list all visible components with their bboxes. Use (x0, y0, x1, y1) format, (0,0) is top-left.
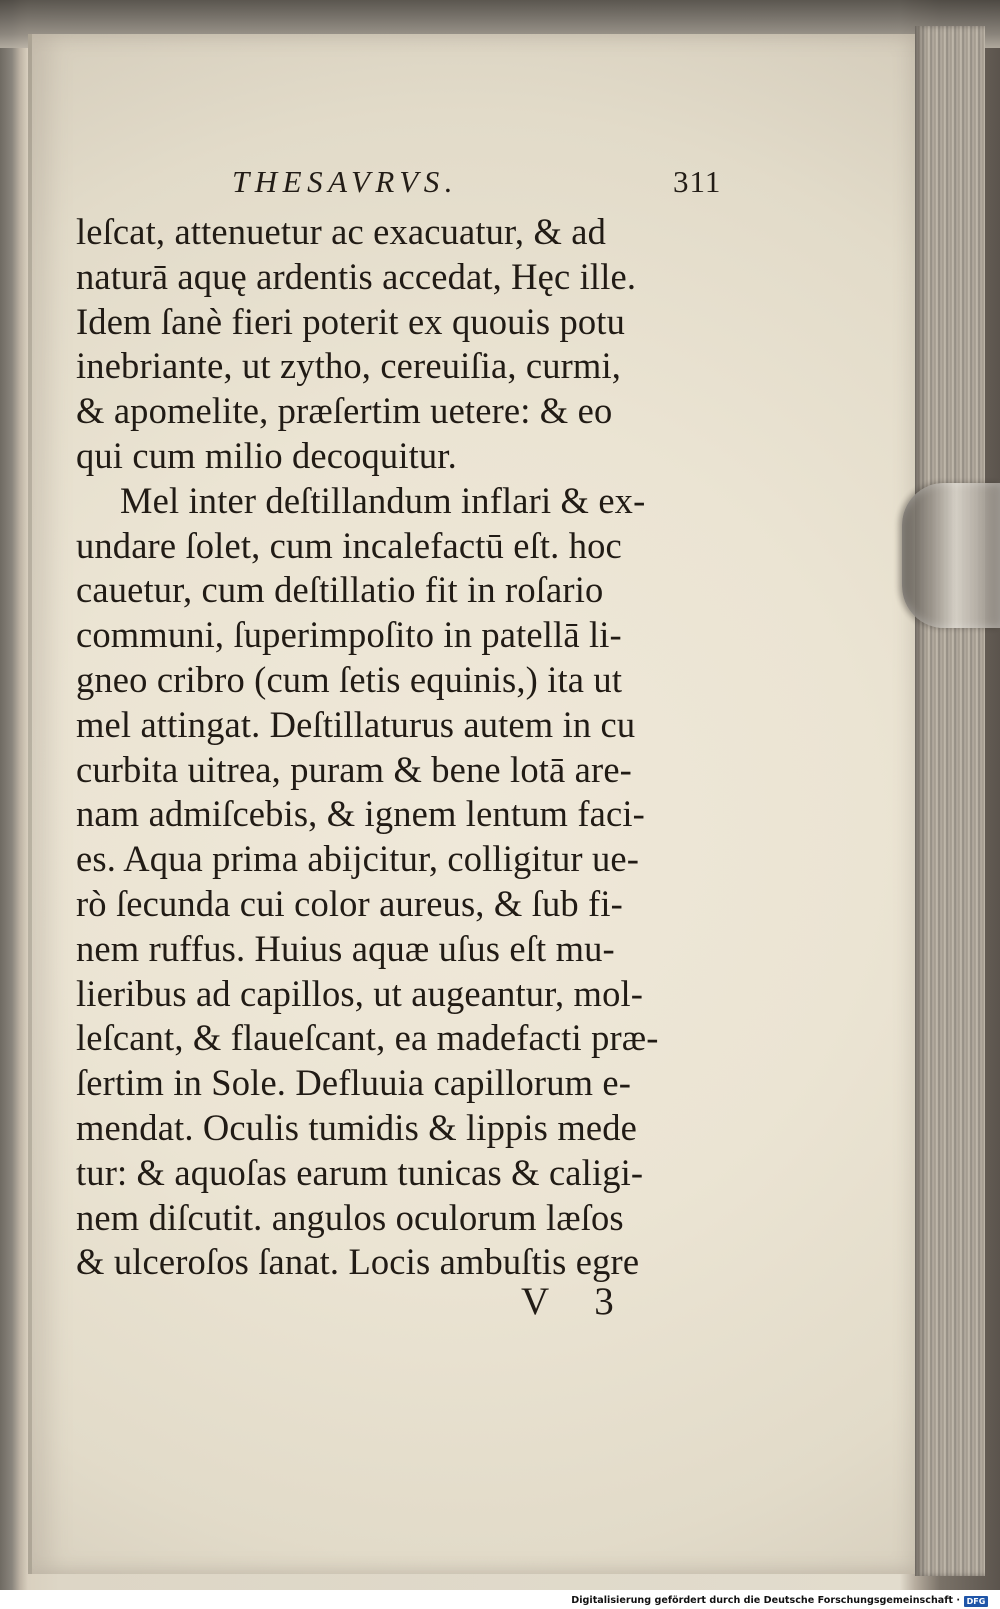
text-line-16: rò ſecunda cui color aureus, & ſub fi- (76, 882, 623, 924)
text-line-17: nem ruffus. Huius aquæ uſus eſt mu- (76, 927, 615, 969)
bookmark-tab (902, 483, 1000, 628)
text-line-18: lieribus ad capillos, ut augeantur, mol- (76, 972, 644, 1014)
text-line-13: curbita uitrea, puram & bene lotā are- (76, 748, 632, 790)
text-line-24: & ulceroſos ſanat. Locis ambuſtis egre (76, 1241, 640, 1283)
text-line-1: leſcat, attenuetur ac exacuatur, & ad (76, 211, 607, 252)
text-line-11: gneo cribro (cum ſetis equinis,) ita ut (76, 658, 623, 700)
main-text (76, 210, 721, 1285)
text-line-10: communi, ſuperimpoſito in patellā li- (76, 614, 622, 656)
text-line-3: Idem ſanè fieri poterit ex quouis potu (76, 300, 625, 342)
text-line-7: Mel inter deſtillandum inflari & ex- (120, 479, 646, 521)
text-line-9: cauetur, cum deſtillatio fit in roſario (76, 569, 604, 611)
page-block-edges (915, 26, 985, 1576)
digitization-credit (571, 1595, 988, 1607)
running-title: THESAVRVS. (232, 164, 458, 199)
text-line-4: inebriante, ut zytho, cereuiſia, curmi, (76, 345, 622, 387)
text-line-8: undare ſolet, cum incalefactū eſt. hoc (76, 524, 622, 566)
credit-text: Digitalisierung gefördert durch die Deutsche Forschungsgemeinschaft · (571, 1595, 960, 1606)
text-line-12: mel attingat. Deſtillaturus autem in cu (76, 703, 636, 745)
text-line-5: & apomelite, præſertim uetere: & eo (76, 390, 613, 432)
text-line-19: leſcant, & flaueſcant, ea madefacti præ- (76, 1017, 659, 1059)
dfg-logo: DFG (964, 1596, 988, 1607)
text-line-21: mendat. Oculis tumidis & lippis mede (76, 1106, 637, 1148)
text-line-22: tur: & aquoſas earum tunicas & caligi- (76, 1151, 644, 1193)
signature-mark: V 3 (521, 1280, 632, 1323)
text-line-6: qui cum milio decoquitur. (76, 434, 457, 476)
text-line-14: nam admiſcebis, & ignem lentum faci- (76, 793, 645, 835)
page-number: 311 (673, 164, 722, 199)
text-line-2: naturā aquę ardentis accedat, Hęc ille. (76, 255, 637, 297)
text-line-20: ſertim in Sole. Defluuia capillorum e- (76, 1062, 632, 1104)
page-header (232, 163, 732, 205)
text-line-23: nem diſcutit. angulos oculorum læſos (76, 1196, 624, 1238)
text-line-15: es. Aqua prima abijcitur, colligitur ue- (76, 838, 640, 880)
